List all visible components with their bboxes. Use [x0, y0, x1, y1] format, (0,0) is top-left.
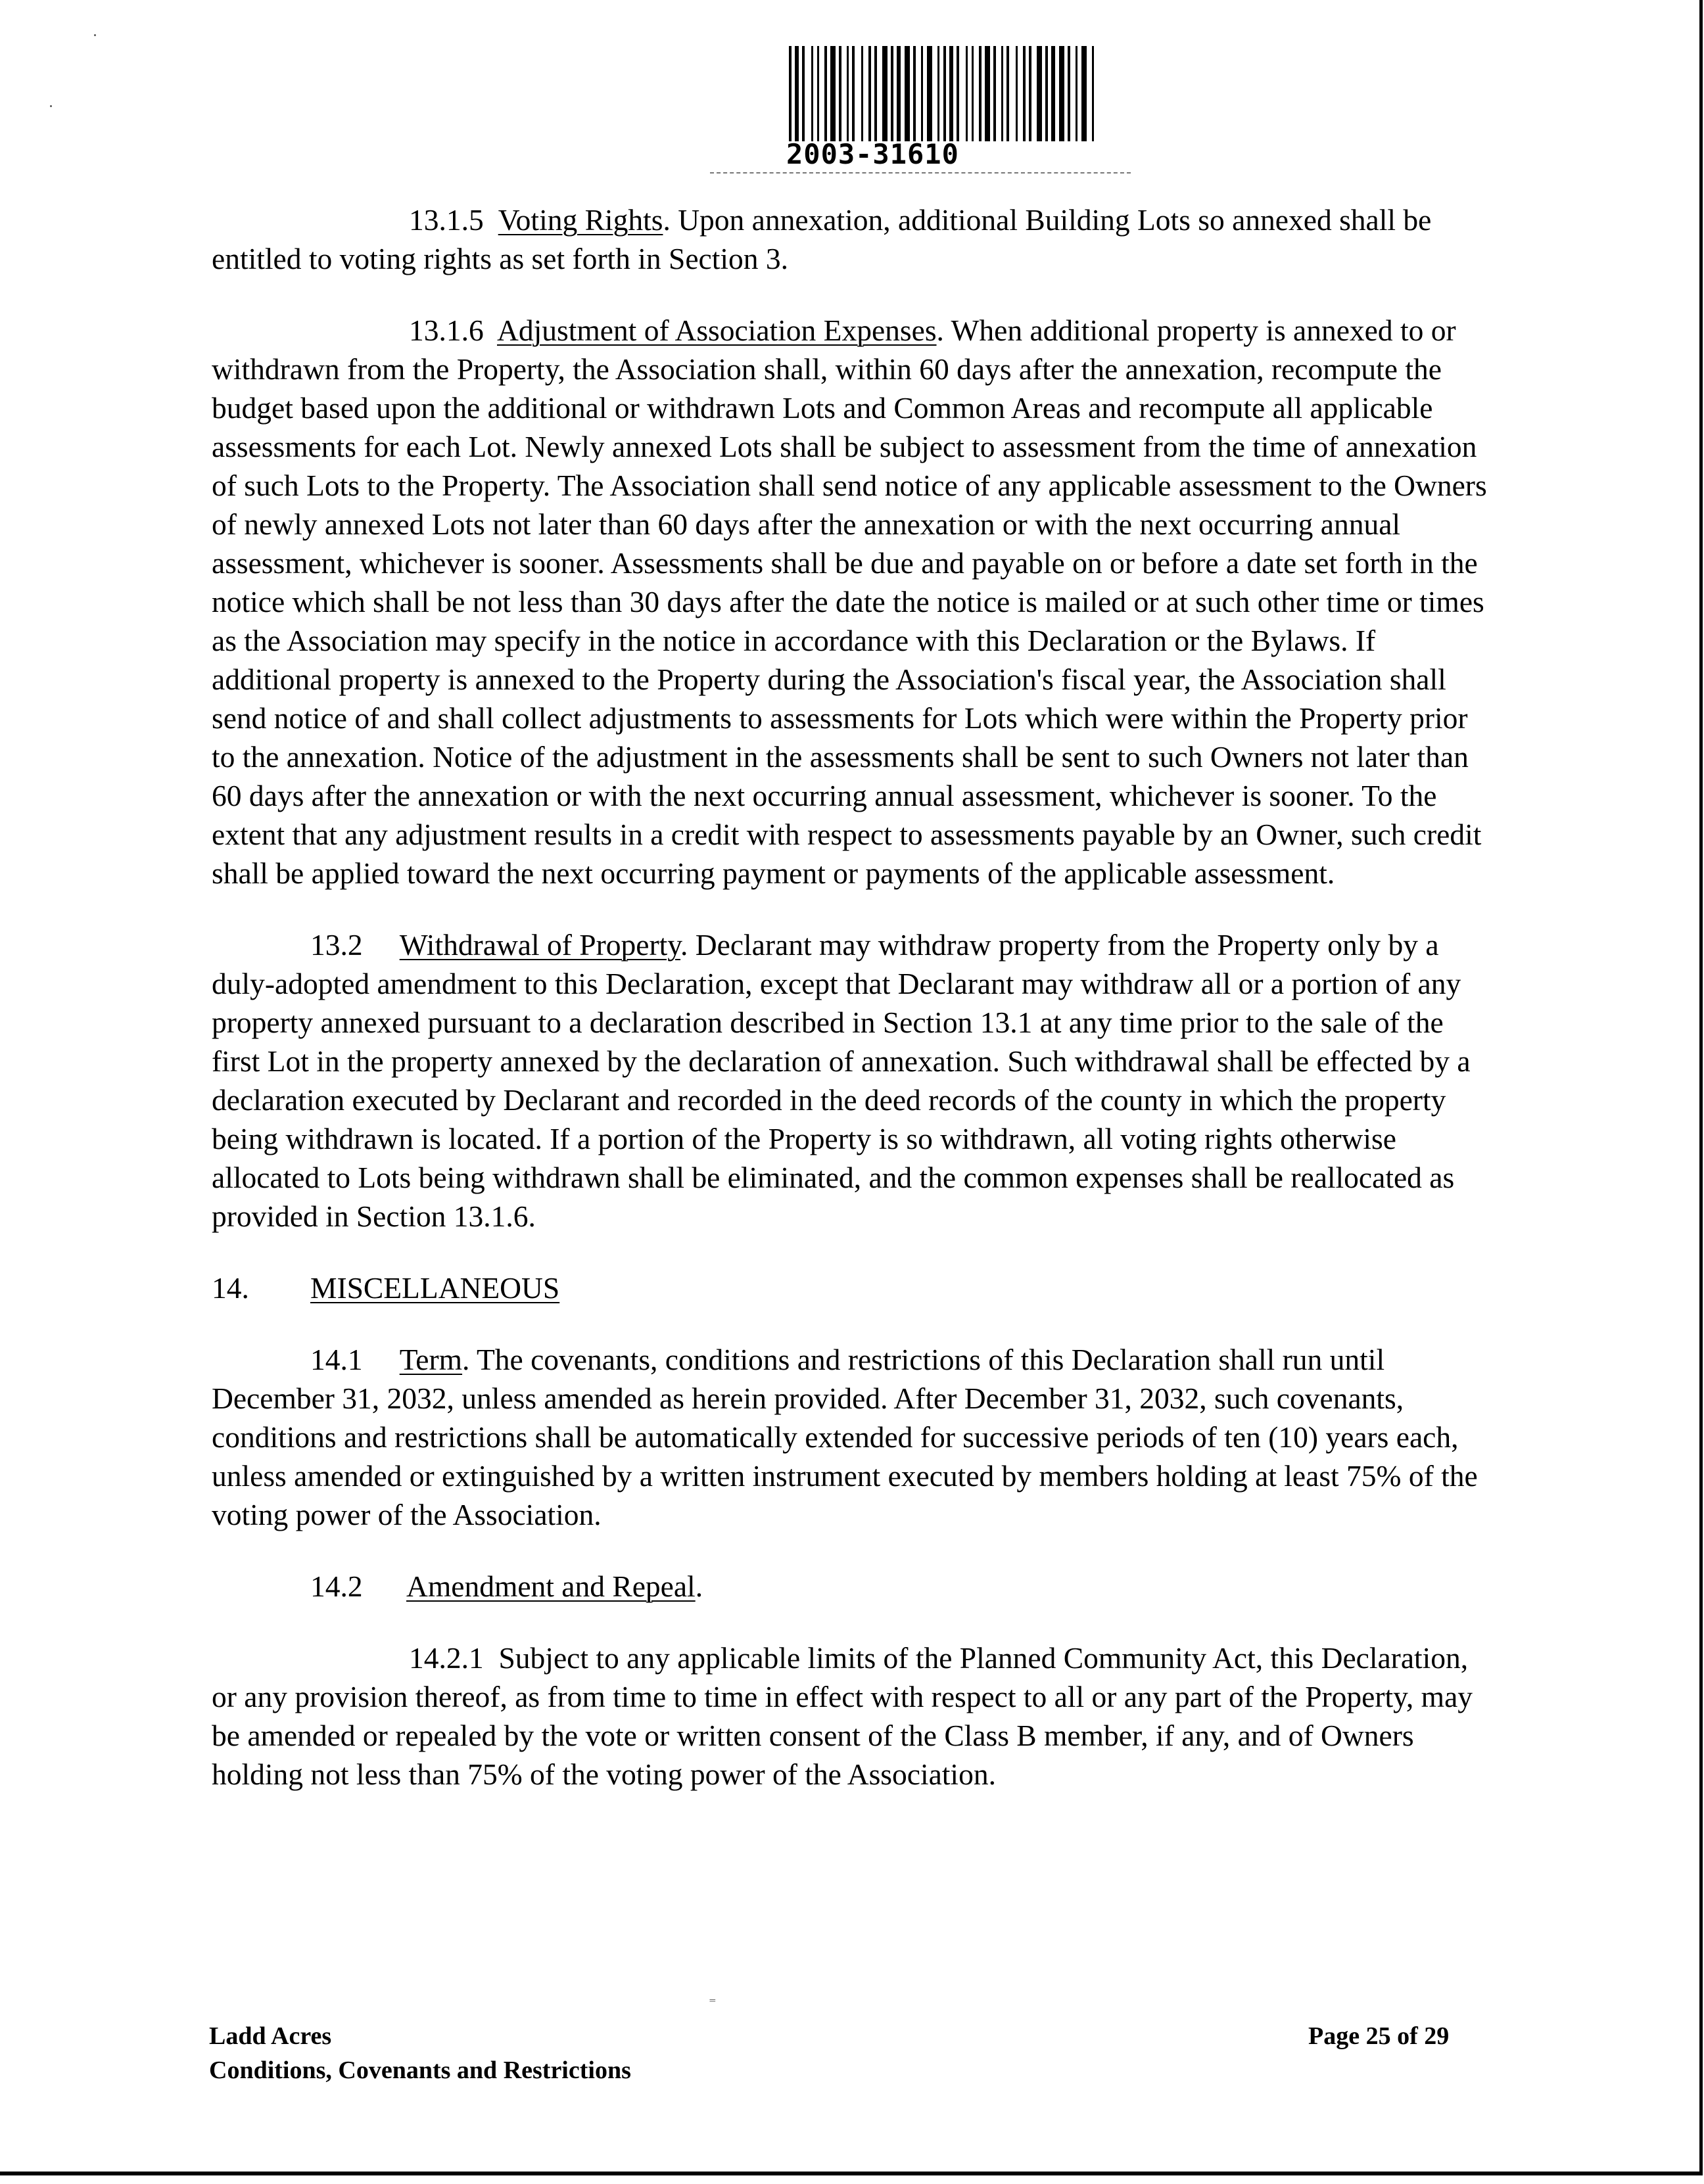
barcode-bar	[897, 46, 901, 141]
section-text: . The covenants, conditions and restrictions of this Declaration shall run until December 31, 2032, unless amended as herein provided. After December 31, 2032, such covenants, conditions and restrictions shall be automatically extended for successive periods of ten (10) years each, unless amended or extinguished by a written instrument executed by members holding at least 75% of the voting power of the Association.	[212, 1343, 1478, 1531]
section-title-suffix: .	[695, 1569, 703, 1603]
barcode-bar	[1068, 46, 1070, 141]
barcode-bar	[824, 46, 827, 141]
section-text: . When additional property is annexed to or withdrawn from the Property, the Association shall, within 60 days after the annexation, recompute the budget based upon the additional or withdrawn Lots and Common Areas and recompute all applicable assessments for each Lot. Newly annexed Lots shall be subject to assessment from the time of annexation of such Lots to the Property. The Association shall send notice of any applicable assessment to the Owners of newly annexed Lots not later than 60 days after the annexation or with the next occurring annual assessment, whichever is sooner. Assessments shall be due and payable on or before a date set forth in the notice which shall be not less than 30 days after the date the notice is mailed or at such other time or times as the Association may specify in the notice in accordance with this Declaration or the Bylaws. If additional property is annexed to the Property during the Association's fiscal year, the Association shall send notice of and shall collect adjustments to assessments for Lots which were within the Property prior to the annexation. Notice of the adjustment in the assessments shall be sent to such Owners not later than 60 days after the annexation or with the next occurring annual assessment, whichever is sooner. To the extent that any adjustment results in a credit with respect to assessments payable by an Owner, such credit shall be applied toward the next occurring payment or payments of the applicable assessment.	[212, 314, 1487, 890]
barcode-bar	[1045, 46, 1048, 141]
section-number: 14.2.1	[409, 1641, 484, 1675]
section-14-2-heading	[310, 1567, 1490, 1606]
barcode-bar	[957, 46, 959, 141]
barcode-bar	[979, 46, 982, 141]
footer-document-title	[209, 2019, 631, 2087]
barcode-bar	[1081, 46, 1087, 141]
section-number: 13.2	[310, 928, 363, 962]
barcode-bar	[943, 46, 946, 141]
barcode-bar	[921, 46, 923, 141]
barcode-bar	[882, 46, 888, 141]
barcode-bar	[1051, 46, 1055, 141]
section-14-2-1	[212, 1638, 1490, 1794]
section-title: Term	[399, 1343, 463, 1376]
section-13-1-5	[212, 200, 1490, 278]
barcode	[776, 39, 1137, 177]
footer-line-2: Conditions, Covenants and Restrictions	[209, 2056, 631, 2084]
barcode-bar	[852, 46, 855, 141]
footer-line-1: Ladd Acres	[209, 2022, 332, 2050]
section-number: 14.1	[310, 1343, 363, 1376]
section-14-1	[212, 1340, 1490, 1534]
barcode-bar	[811, 46, 813, 141]
scan-speck	[50, 105, 52, 107]
barcode-bar	[1029, 46, 1031, 141]
barcode-bar	[985, 46, 990, 141]
footer-page-number: Page 25 of 29	[1308, 2022, 1450, 2050]
section-number: 14.	[212, 1271, 249, 1305]
barcode-bar	[1006, 46, 1009, 141]
barcode-bar	[913, 46, 916, 141]
section-13-1-6	[212, 311, 1490, 893]
section-13-2	[212, 925, 1490, 1236]
barcode-divider	[710, 172, 1131, 174]
section-title: MISCELLANEOUS	[310, 1271, 560, 1305]
barcode-number: 2003-31610	[786, 138, 959, 170]
section-title: Amendment and Repeal	[406, 1569, 696, 1603]
barcode-bar	[830, 46, 836, 141]
section-text: Subject to any applicable limits of the Planned Community Act, this Declaration, or any provision thereof, as from time to time in effect with respect to all or any part of the Property, may be amended or repealed by the vote or written consent of the Class B member, if any, and of Owners holding not less than 75% of the voting power of the Association.	[212, 1641, 1473, 1791]
barcode-bar	[1092, 46, 1094, 141]
barcode-bar	[847, 46, 849, 141]
barcode-bar	[839, 46, 841, 141]
barcode-bar	[802, 46, 805, 141]
section-title: Withdrawal of Property	[399, 928, 681, 962]
barcode-bar	[972, 46, 974, 141]
section-number: 13.1.5	[409, 203, 484, 237]
barcode-bar	[1059, 46, 1064, 141]
barcode-bar	[891, 46, 893, 141]
barcode-bar	[868, 46, 871, 141]
barcode-bar	[966, 46, 968, 141]
barcode-bar	[861, 46, 863, 141]
section-title: Adjustment of Association Expenses	[497, 314, 937, 347]
barcode-bar	[1016, 46, 1018, 141]
section-text: . Upon annexation, additional Building Lots so annexed shall be entitled to voting rights as set forth in Section 3.	[212, 203, 1432, 275]
scan-speck	[94, 34, 96, 36]
barcode-bar	[1037, 46, 1042, 141]
barcode-bar	[949, 46, 953, 141]
barcode-bar	[795, 46, 799, 141]
barcode-bar	[817, 46, 819, 141]
section-title: Voting Rights	[498, 203, 663, 237]
barcode-bar	[993, 46, 996, 141]
document-body	[212, 200, 1490, 1826]
barcode-bar	[1076, 46, 1077, 141]
scan-mark: ⁼	[709, 1995, 717, 2011]
barcode-bar	[1023, 46, 1026, 141]
section-14-heading	[212, 1268, 1490, 1307]
section-number: 13.1.6	[409, 314, 484, 347]
section-text: . Declarant may withdraw property from the Property only by a duly-adopted amendment to this Declaration, except that Declarant may withdraw all or a portion of any property annexed pursuant to a declaration described in Section 13.1 at any time prior to the sale of the first Lot in the property annexed by the declaration of annexation. Such withdrawal shall be effected by a declaration executed by Declarant and recorded in the deed records of the county in which the property being withdrawn is located. If a portion of the Property is so withdrawn, all voting rights otherwise allocated to Lots being withdrawn shall be eliminated, and the common expenses shall be reallocated as provided in Section 13.1.6.	[212, 928, 1471, 1233]
barcode-bar	[905, 46, 910, 141]
section-number: 14.2	[310, 1569, 363, 1603]
barcode-bar	[789, 46, 792, 141]
barcode-bar	[874, 46, 877, 141]
barcode-bars	[789, 46, 1098, 141]
barcode-bar	[927, 46, 932, 141]
barcode-bar	[937, 46, 939, 141]
barcode-bar	[1001, 46, 1003, 141]
